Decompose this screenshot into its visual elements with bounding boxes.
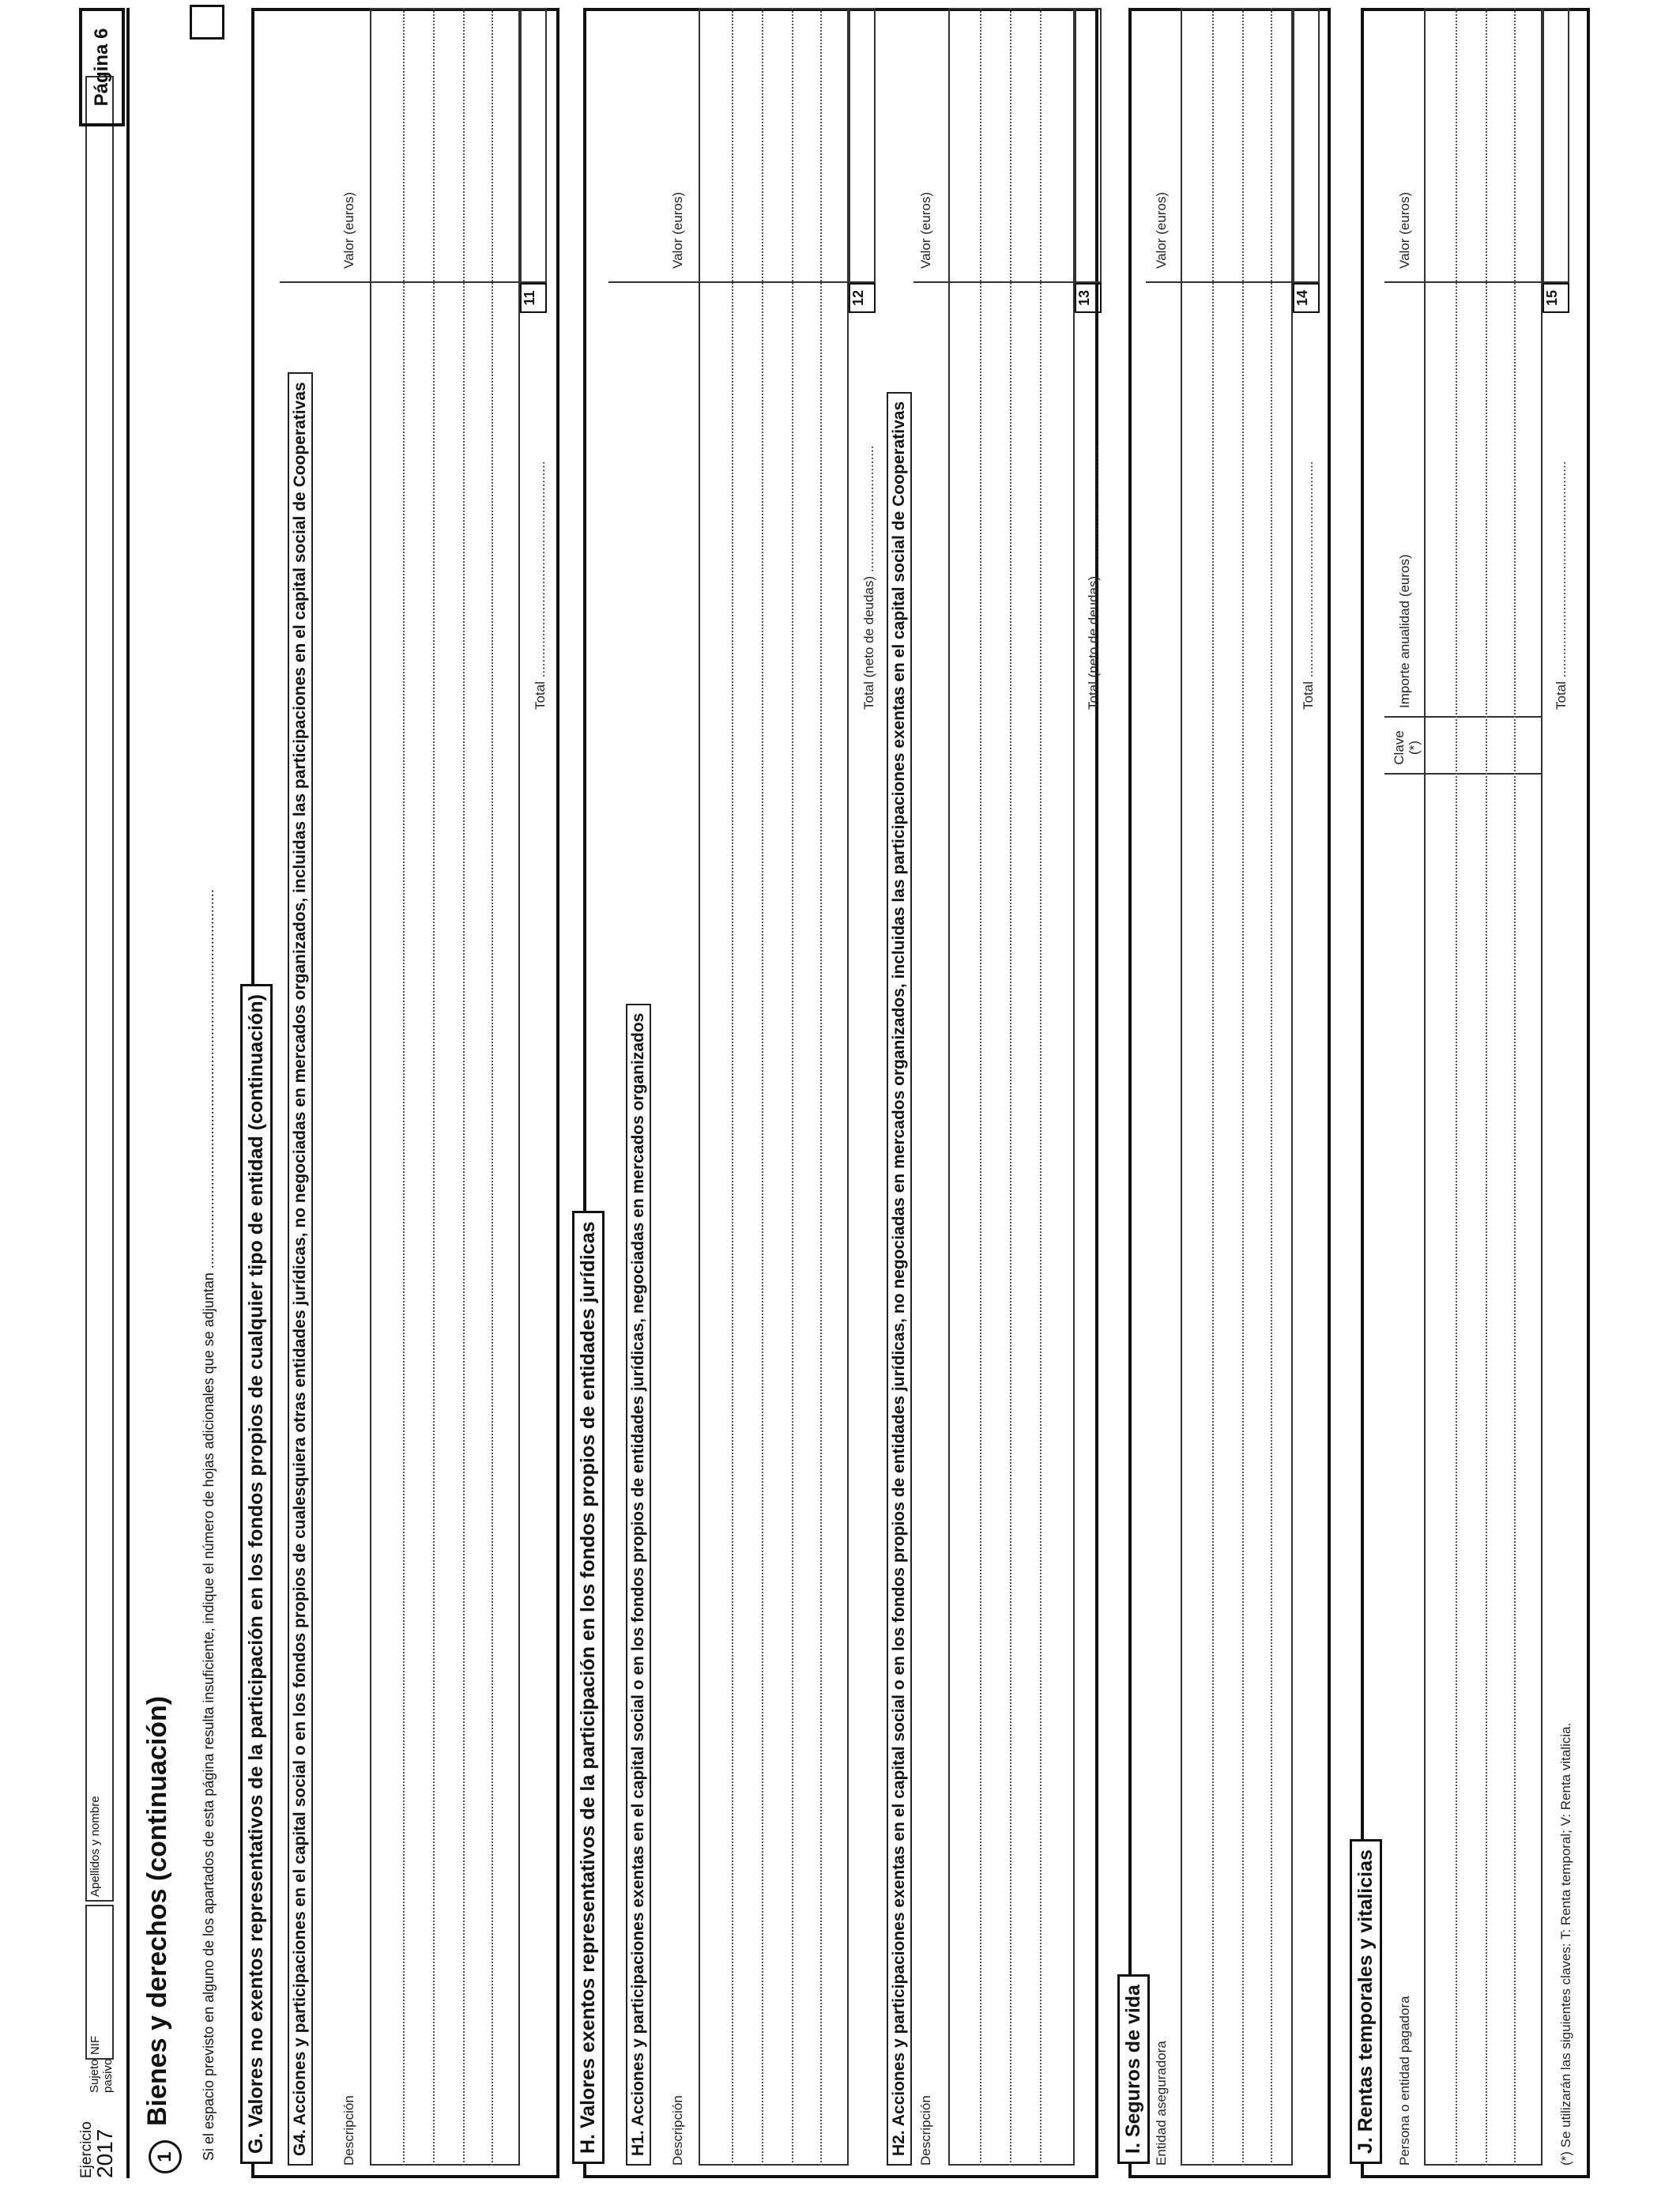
i-row-line xyxy=(1212,8,1214,2166)
j-col-persona: Persona o entidad pagadora xyxy=(1397,1996,1412,2166)
h2-row-line xyxy=(980,8,981,2166)
apellidos-label: Apellidos y nombre xyxy=(89,1796,102,1897)
h2-total-label: Total (neto de deudas) .................................. xyxy=(1086,445,1101,710)
section-i-title: I. Seguros de vida xyxy=(1117,1974,1150,2164)
h1-title: H1. Acciones y participaciones exentas en el capital social o en los fondos propios de entidades jurídicas, negociadas en mercados organizados xyxy=(626,1004,651,2166)
j-col-divider xyxy=(1384,716,1543,718)
h1-row-line xyxy=(792,8,793,2166)
i-total-label: Total .......................................................... xyxy=(1301,461,1316,710)
h1-col-divider xyxy=(608,281,849,283)
h2-box-number: 13 xyxy=(1075,283,1102,313)
g4-row-line xyxy=(492,8,493,2166)
h2-col-divider xyxy=(913,281,1075,283)
i-col-entidad: Entidad aseguradora xyxy=(1154,2041,1169,2166)
j-box-number: 15 xyxy=(1543,283,1569,313)
g4-total-label: Total .......................................................... xyxy=(533,461,548,710)
i-row-line xyxy=(1242,8,1244,2166)
h1-box-number: 12 xyxy=(849,283,876,313)
h1-col-valor: Valor (euros) xyxy=(670,192,685,269)
footnote: (*) Se utilizarán las siguientes claves: T: Renta temporal; V: Renta vitalicia. xyxy=(1558,1722,1573,2166)
h2-row-line xyxy=(1040,8,1042,2166)
j-col-valor: Valor (euros) xyxy=(1397,192,1412,269)
j-col-divider xyxy=(1384,281,1543,283)
main-title: Bienes y derechos (continuación) xyxy=(142,1695,172,2126)
section-j-title: J. Rentas temporales y vitalicias xyxy=(1350,1839,1382,2164)
h1-total-label: Total (neto de deudas) .................................. xyxy=(861,445,876,710)
j-col-clave: Clave (*) xyxy=(1392,730,1422,765)
section-g-title: G. Valores no exentos representativos de la participación en los fondos propios de cualquier tipo de entidad (continuación) xyxy=(240,984,273,2164)
h2-col-desc: Descripción xyxy=(918,2095,933,2166)
g4-row-line xyxy=(403,8,405,2166)
h1-table[interactable] xyxy=(699,8,849,2166)
h1-col-desc: Descripción xyxy=(670,2095,685,2166)
i-total-field[interactable] xyxy=(1293,8,1320,283)
h2-row-line xyxy=(1010,8,1011,2166)
nif-label: NIF xyxy=(89,2035,102,2055)
h1-row-line xyxy=(762,8,763,2166)
h2-col-valor: Valor (euros) xyxy=(918,192,933,269)
g4-col-valor: Valor (euros) xyxy=(341,192,356,269)
ejercicio-year: 2017 xyxy=(92,2128,117,2178)
g4-row-line xyxy=(463,8,465,2166)
g4-title: G4. Acciones y participaciones en el capital social o en los fondos propios de cualesquiera otras entidades jurídicas, no negociadas en mercados organizados, incluidas las participaciones en el capital social de Cooperativas xyxy=(288,372,313,2166)
ejercicio-block xyxy=(79,2121,116,2178)
j-row-line xyxy=(1486,8,1487,2166)
h2-table[interactable] xyxy=(948,8,1075,2166)
h2-total-field[interactable] xyxy=(1075,8,1102,283)
g4-total-field[interactable] xyxy=(520,8,547,283)
i-row-line xyxy=(1271,8,1272,2166)
sujeto-label: Sujeto pasivo xyxy=(88,2058,115,2093)
i-table[interactable] xyxy=(1181,8,1293,2166)
h2-title: H2. Acciones y participaciones exentas en el capital social o en los fondos propios de entidades jurídicas, no negociadas en mercados organizados, incluidas las participaciones exentas en el capital social de Cooperativas xyxy=(887,392,912,2166)
g4-row-line xyxy=(433,8,435,2166)
g4-table[interactable] xyxy=(370,8,520,2166)
section-number-circle: 1 xyxy=(149,2140,182,2173)
j-col-importe: Importe anualidad (euros) xyxy=(1397,554,1412,708)
g4-col-desc: Descripción xyxy=(341,2095,356,2166)
apellidos-field[interactable] xyxy=(85,76,114,1902)
j-total-field[interactable] xyxy=(1543,8,1569,283)
h1-total-field[interactable] xyxy=(849,8,876,283)
g4-box-number: 11 xyxy=(520,283,547,313)
notice-text: Si el espacio previsto en alguno de los apartados de esta página resulta insuficiente, indique el número de hojas adicionales que se adjuntan ................................................................................................ xyxy=(201,889,217,2161)
h1-row-line xyxy=(732,8,733,2166)
ejercicio-label: Ejercicio xyxy=(78,2121,95,2178)
j-row-line xyxy=(1456,8,1457,2166)
i-col-valor: Valor (euros) xyxy=(1154,192,1169,269)
j-col-divider xyxy=(1384,773,1543,775)
section-h-title: H. Valores exentos representativos de la participación en los fondos propios de entidades jurídicas xyxy=(572,1211,605,2164)
page-number: Página 6 xyxy=(79,8,125,126)
h1-row-line xyxy=(820,8,822,2166)
j-table[interactable] xyxy=(1424,8,1543,2166)
j-row-line xyxy=(1514,8,1516,2166)
i-box-number: 14 xyxy=(1293,283,1320,313)
nif-field[interactable] xyxy=(85,1905,114,2060)
j-total-label: Total .......................................................... xyxy=(1554,461,1569,710)
additional-sheets-box[interactable] xyxy=(190,5,224,40)
g4-col-divider xyxy=(280,281,520,283)
